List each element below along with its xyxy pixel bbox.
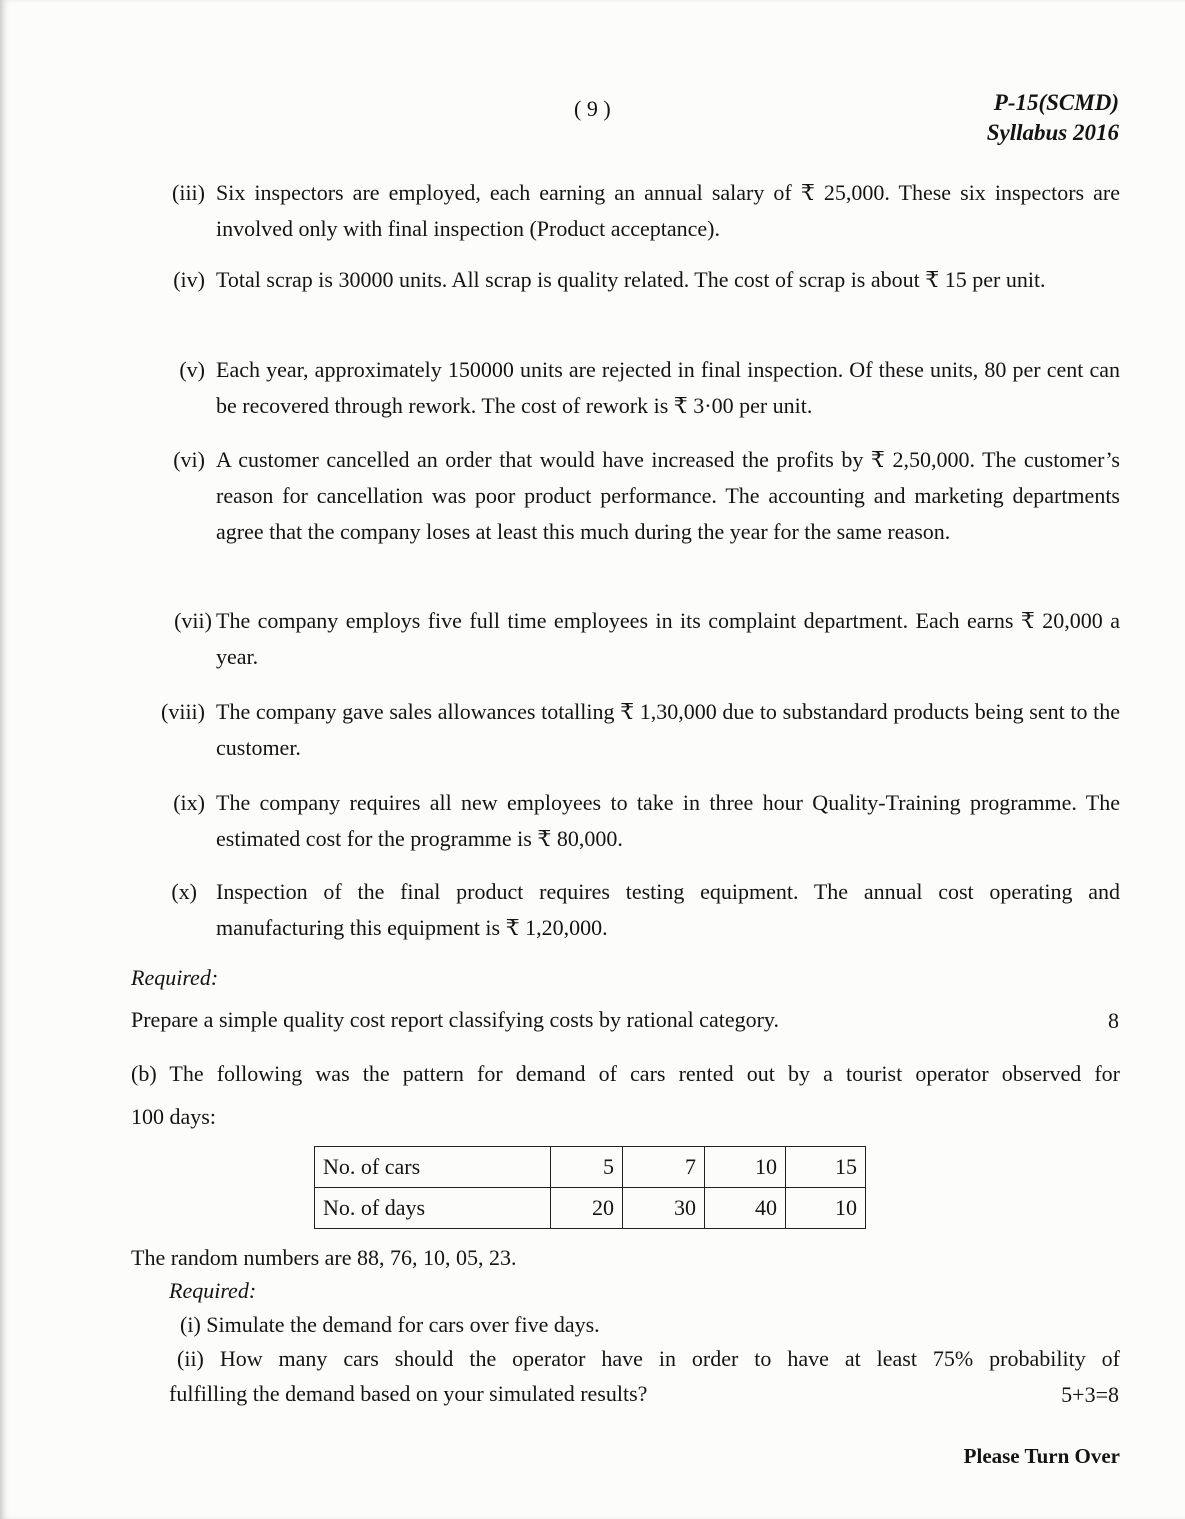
item-number: (iv) <box>173 267 205 292</box>
table-cell: 40 <box>705 1188 786 1229</box>
marks-b: 5+3=8 <box>1061 1382 1119 1407</box>
table-cell: 15 <box>786 1147 866 1188</box>
question-ii: (ii) How many cars should the operator have in order to have at least 75% probability of <box>177 1346 1120 1371</box>
item-number: (viii) <box>161 699 205 724</box>
row-label: No. of cars <box>315 1147 551 1188</box>
question-item <box>0 694 1120 766</box>
item-text: Six inspectors are employed, each earning an annual salary of ₹ 25,000. These six inspectors are involved only with final inspection (Product acceptance). <box>216 180 1120 241</box>
question-item <box>0 262 1120 334</box>
paper-code: P-15(SCMD) <box>993 90 1119 115</box>
item-number: (x) <box>171 879 197 904</box>
required-label-b: Required: <box>169 1278 257 1303</box>
item-text: Total scrap is 30000 units. All scrap is quality related. The cost of scrap is about ₹ 15 per unit. <box>216 267 1046 292</box>
question-i: (i) Simulate the demand for cars over five days. <box>180 1312 600 1337</box>
question-item <box>0 352 1120 424</box>
question-item <box>0 442 1120 586</box>
question-item <box>0 874 1120 946</box>
item-number: (iii) <box>172 180 205 205</box>
table-cell: 10 <box>705 1147 786 1188</box>
table-cell: 5 <box>551 1147 623 1188</box>
item-number: (v) <box>179 357 205 382</box>
item-number: (vi) <box>173 447 205 472</box>
question-item <box>0 603 1120 675</box>
table-cell: 20 <box>551 1188 623 1229</box>
item-number: (ix) <box>173 790 205 815</box>
required-label: Required: <box>131 965 219 990</box>
paper-code-block <box>987 88 1119 148</box>
please-turn-over: Please Turn Over <box>963 1444 1120 1468</box>
question-item <box>0 785 1120 857</box>
required-text: Prepare a simple quality cost report classifying costs by rational category. <box>131 1007 779 1032</box>
item-text: Each year, approximately 150000 units are rejected in final inspection. Of these units, 80 per cent can be recovered through rework. The cost of rework is ₹ 3·00 per unit. <box>216 357 1120 418</box>
table-cell: 7 <box>623 1147 705 1188</box>
item-number: (vii) <box>174 608 212 633</box>
table-cell: 30 <box>623 1188 705 1229</box>
question-item <box>0 175 1120 247</box>
marks-a: 8 <box>1108 1008 1119 1033</box>
item-text: The company employs five full time employees in its complaint department. Each earns ₹ 20,000 a year. <box>216 608 1120 669</box>
item-text: Inspection of the final product requires testing equipment. The annual cost operating and manufacturing this equipment is ₹ 1,20,000. <box>216 879 1120 940</box>
table-row <box>315 1147 866 1188</box>
part-b-intro-continued: 100 days: <box>131 1104 216 1129</box>
item-text: A customer cancelled an order that would have increased the profits by ₹ 2,50,000. The customer’s reason for cancellation was poor product performance. The accounting and marketing departments agree that the company loses at least this much during the year for the same reason. <box>216 447 1120 544</box>
row-label: No. of days <box>315 1188 551 1229</box>
random-numbers: The random numbers are 88, 76, 10, 05, 23. <box>131 1245 517 1270</box>
item-text: The company gave sales allowances totalling ₹ 1,30,000 due to substandard products being sent to the customer. <box>216 699 1120 760</box>
syllabus-year: Syllabus 2016 <box>986 120 1119 145</box>
item-text: The company requires all new employees to take in three hour Quality-Training programme. The estimated cost for the programme is ₹ 80,000. <box>216 790 1120 851</box>
demand-table <box>314 1146 866 1229</box>
part-b-intro: (b) The following was the pattern for demand of cars rented out by a tourist operator observed for <box>131 1061 1120 1086</box>
table-cell: 10 <box>786 1188 866 1229</box>
table-row <box>315 1188 866 1229</box>
page-number: ( 9 ) <box>574 96 611 121</box>
question-ii-continued: fulfilling the demand based on your simulated results? <box>169 1381 648 1406</box>
